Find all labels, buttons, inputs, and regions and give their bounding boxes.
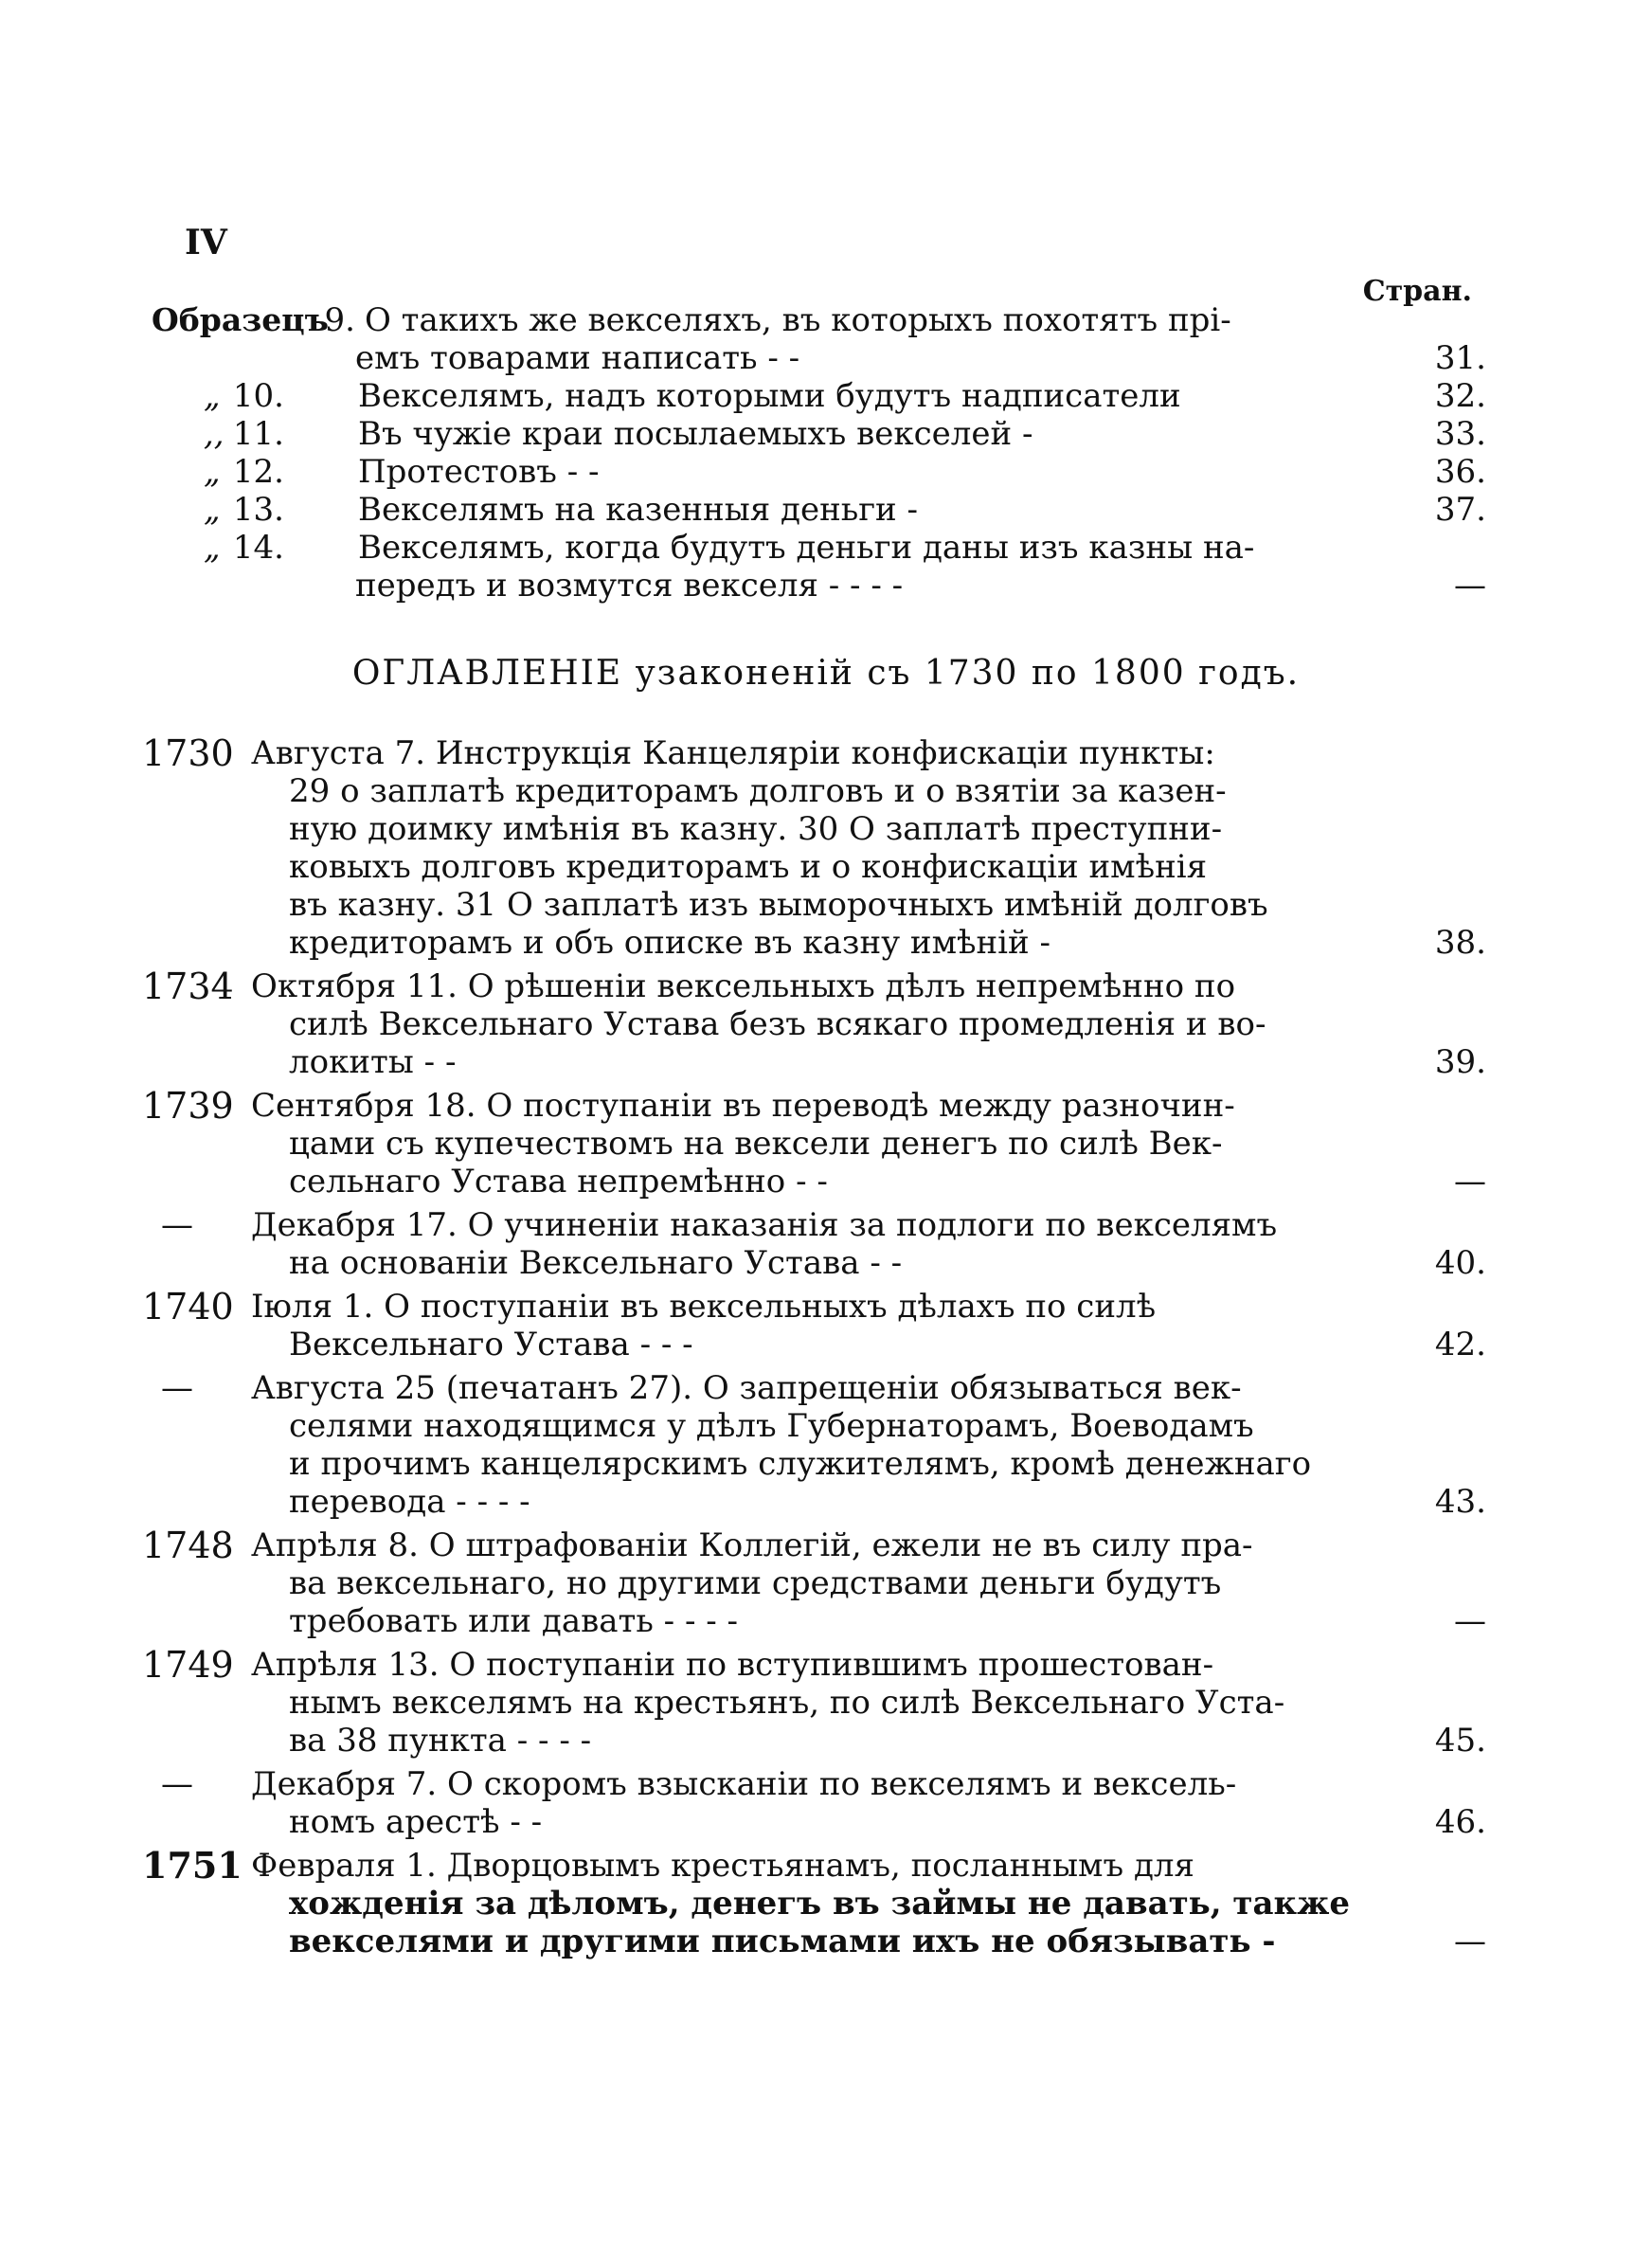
entry-text-line: Февраля 1. Дворцовымъ крестьянамъ, посланнымъ для (251, 1847, 1194, 1885)
sample-ditto-mark: „ (204, 377, 221, 415)
entry-page-ref: 45. (1434, 1722, 1486, 1760)
entry-text-line: требовать или давать - - - - (289, 1602, 739, 1640)
entry-text-line: въ казну. 31 О заплатѣ изъ выморочныхъ имѣній долговъ (289, 886, 1268, 924)
entry-page-ref: 38. (1434, 924, 1486, 962)
entry-ditto-dash: — (161, 1369, 193, 1407)
entry-text-line: 29 о заплатѣ кредиторамъ долговъ и о взятіи за казен- (289, 772, 1227, 810)
sample-page-ref: 32. (1434, 377, 1486, 415)
entry-text-line: Декабря 17. О учиненіи наказанія за подлоги по векселямъ (251, 1206, 1278, 1244)
sample-ditto-mark: „ (204, 529, 221, 567)
entry-text-line: сельнаго Устава непремѣнно - - (289, 1163, 828, 1201)
sample-text-line: Векселямъ, надъ которыми будутъ надписатели (358, 377, 1181, 415)
sample-number: 10. (232, 377, 284, 415)
sample-number: 14. (232, 529, 284, 567)
sample-text-line: передъ и возмутся векселя - - - - (355, 567, 904, 605)
page-number: IV (185, 223, 227, 262)
entry-page-ref: — (1454, 1602, 1486, 1640)
sample-text-line: Въ чужіе краи посылаемыхъ векселей - (358, 415, 1033, 453)
sample-page-ref: 31. (1434, 339, 1486, 377)
sample-page-ref: 36. (1434, 453, 1486, 491)
entry-text-line: номъ арестѣ - - (289, 1803, 543, 1841)
sample-ditto-mark: „ (204, 453, 221, 491)
sample-number: 9. (324, 301, 355, 339)
entry-page-ref: 40. (1434, 1244, 1486, 1282)
entry-year: 1734 (142, 966, 234, 1007)
entry-page-ref: 46. (1434, 1803, 1486, 1841)
entry-page-ref: 43. (1434, 1483, 1486, 1521)
sample-text-line: Протестовъ - - (358, 453, 600, 491)
entry-text-line: векселями и другими письмами ихъ не обязывать - (289, 1923, 1276, 1960)
entry-page-ref: — (1454, 1163, 1486, 1201)
sample-text-line: емъ товарами написать - - (355, 339, 800, 377)
sample-page-ref: — (1454, 567, 1486, 605)
entry-text-line: Октября 11. О рѣшеніи вексельныхъ дѣлъ непремѣнно по (251, 967, 1236, 1005)
entry-year: 1749 (142, 1644, 234, 1686)
entry-text-line: Апрѣля 13. О поступаніи по вступившимъ прошестован- (251, 1646, 1214, 1684)
entry-text-line: кредиторамъ и объ описке въ казну имѣній - (289, 924, 1051, 962)
sample-page-ref: 33. (1434, 415, 1486, 453)
entry-text-line: Августа 25 (печатанъ 27). О запрещеніи обязываться век- (251, 1369, 1242, 1407)
entry-text-line: ва 38 пункта - - - - (289, 1722, 592, 1760)
entry-text-line: ковыхъ долговъ кредиторамъ и о конфискаціи имѣнія (289, 848, 1208, 886)
sample-text-line: О такихъ же векселяхъ, въ которыхъ похотятъ прі- (365, 301, 1231, 339)
entry-page-ref: — (1454, 1923, 1486, 1960)
entry-text-line: локиты - - (289, 1043, 457, 1081)
sample-number: 13. (232, 491, 284, 529)
entry-year: 1730 (142, 732, 234, 774)
sample-number: 11. (232, 415, 284, 453)
sample-text-line: Векселямъ на казенныя деньги - (358, 491, 919, 529)
samples-label: Образецъ (152, 301, 329, 338)
entry-text-line: нымъ векселямъ на крестьянъ, по силѣ Вексельнаго Уста- (289, 1684, 1285, 1722)
page-column-header: Стран. (1362, 275, 1472, 308)
entry-text-line: Декабря 7. О скоромъ взысканіи по векселямъ и вексель- (251, 1765, 1237, 1803)
entry-text-line: перевода - - - - (289, 1483, 530, 1521)
entry-page-ref: 39. (1434, 1043, 1486, 1081)
entry-text-line: и прочимъ канцелярскимъ служителямъ, кромѣ денежнаго (289, 1445, 1312, 1483)
sample-number: 12. (232, 453, 284, 491)
contents-title: ОГЛАВЛЕНІЕ узаконеній съ 1730 по 1800 годъ. (351, 654, 1301, 693)
sample-ditto-mark: ,, (204, 415, 224, 453)
entry-text-line: силѣ Вексельнаго Устава безъ всякаго промедленія и во- (289, 1005, 1266, 1043)
entry-text-line: Сентября 18. О поступаніи въ переводѣ между разночин- (251, 1087, 1235, 1125)
entry-text-line: цами съ купечествомъ на вексели денегъ по силѣ Век- (289, 1125, 1223, 1163)
entry-text-line: Вексельнаго Устава - - - (289, 1326, 693, 1363)
entry-year: 1748 (142, 1525, 234, 1566)
entry-text-line: селями находящимся у дѣлъ Губернаторамъ, Воеводамъ (289, 1407, 1254, 1445)
entry-text-line: Августа 7. Инструкція Канцеляріи конфискаціи пункты: (251, 734, 1215, 772)
entry-year: 1739 (142, 1085, 234, 1127)
entry-text-line: хожденія за дѣломъ, денегъ въ займы не давать, также (289, 1885, 1351, 1923)
entry-year: 1751 (142, 1844, 242, 1887)
entry-page-ref: 42. (1434, 1326, 1486, 1363)
entry-text-line: ную доимку имѣнія въ казну. 30 О заплатѣ преступни- (289, 810, 1223, 848)
entry-year: 1740 (142, 1286, 234, 1327)
sample-page-ref: 37. (1434, 491, 1486, 529)
entry-text-line: Іюля 1. О поступаніи въ вексельныхъ дѣлахъ по силѣ (251, 1288, 1157, 1326)
sample-text-line: Векселямъ, когда будутъ деньги даны изъ казны на- (358, 529, 1255, 567)
entry-ditto-dash: — (161, 1206, 193, 1244)
sample-ditto-mark: „ (204, 491, 221, 529)
entry-text-line: на основаніи Вексельнаго Устава - - (289, 1244, 903, 1282)
entry-text-line: Апрѣля 8. О штрафованіи Коллегій, ежели не въ силу пра- (251, 1526, 1253, 1564)
entry-text-line: ва вексельнаго, но другими средствами деньги будутъ (289, 1564, 1222, 1602)
entry-ditto-dash: — (161, 1765, 193, 1803)
